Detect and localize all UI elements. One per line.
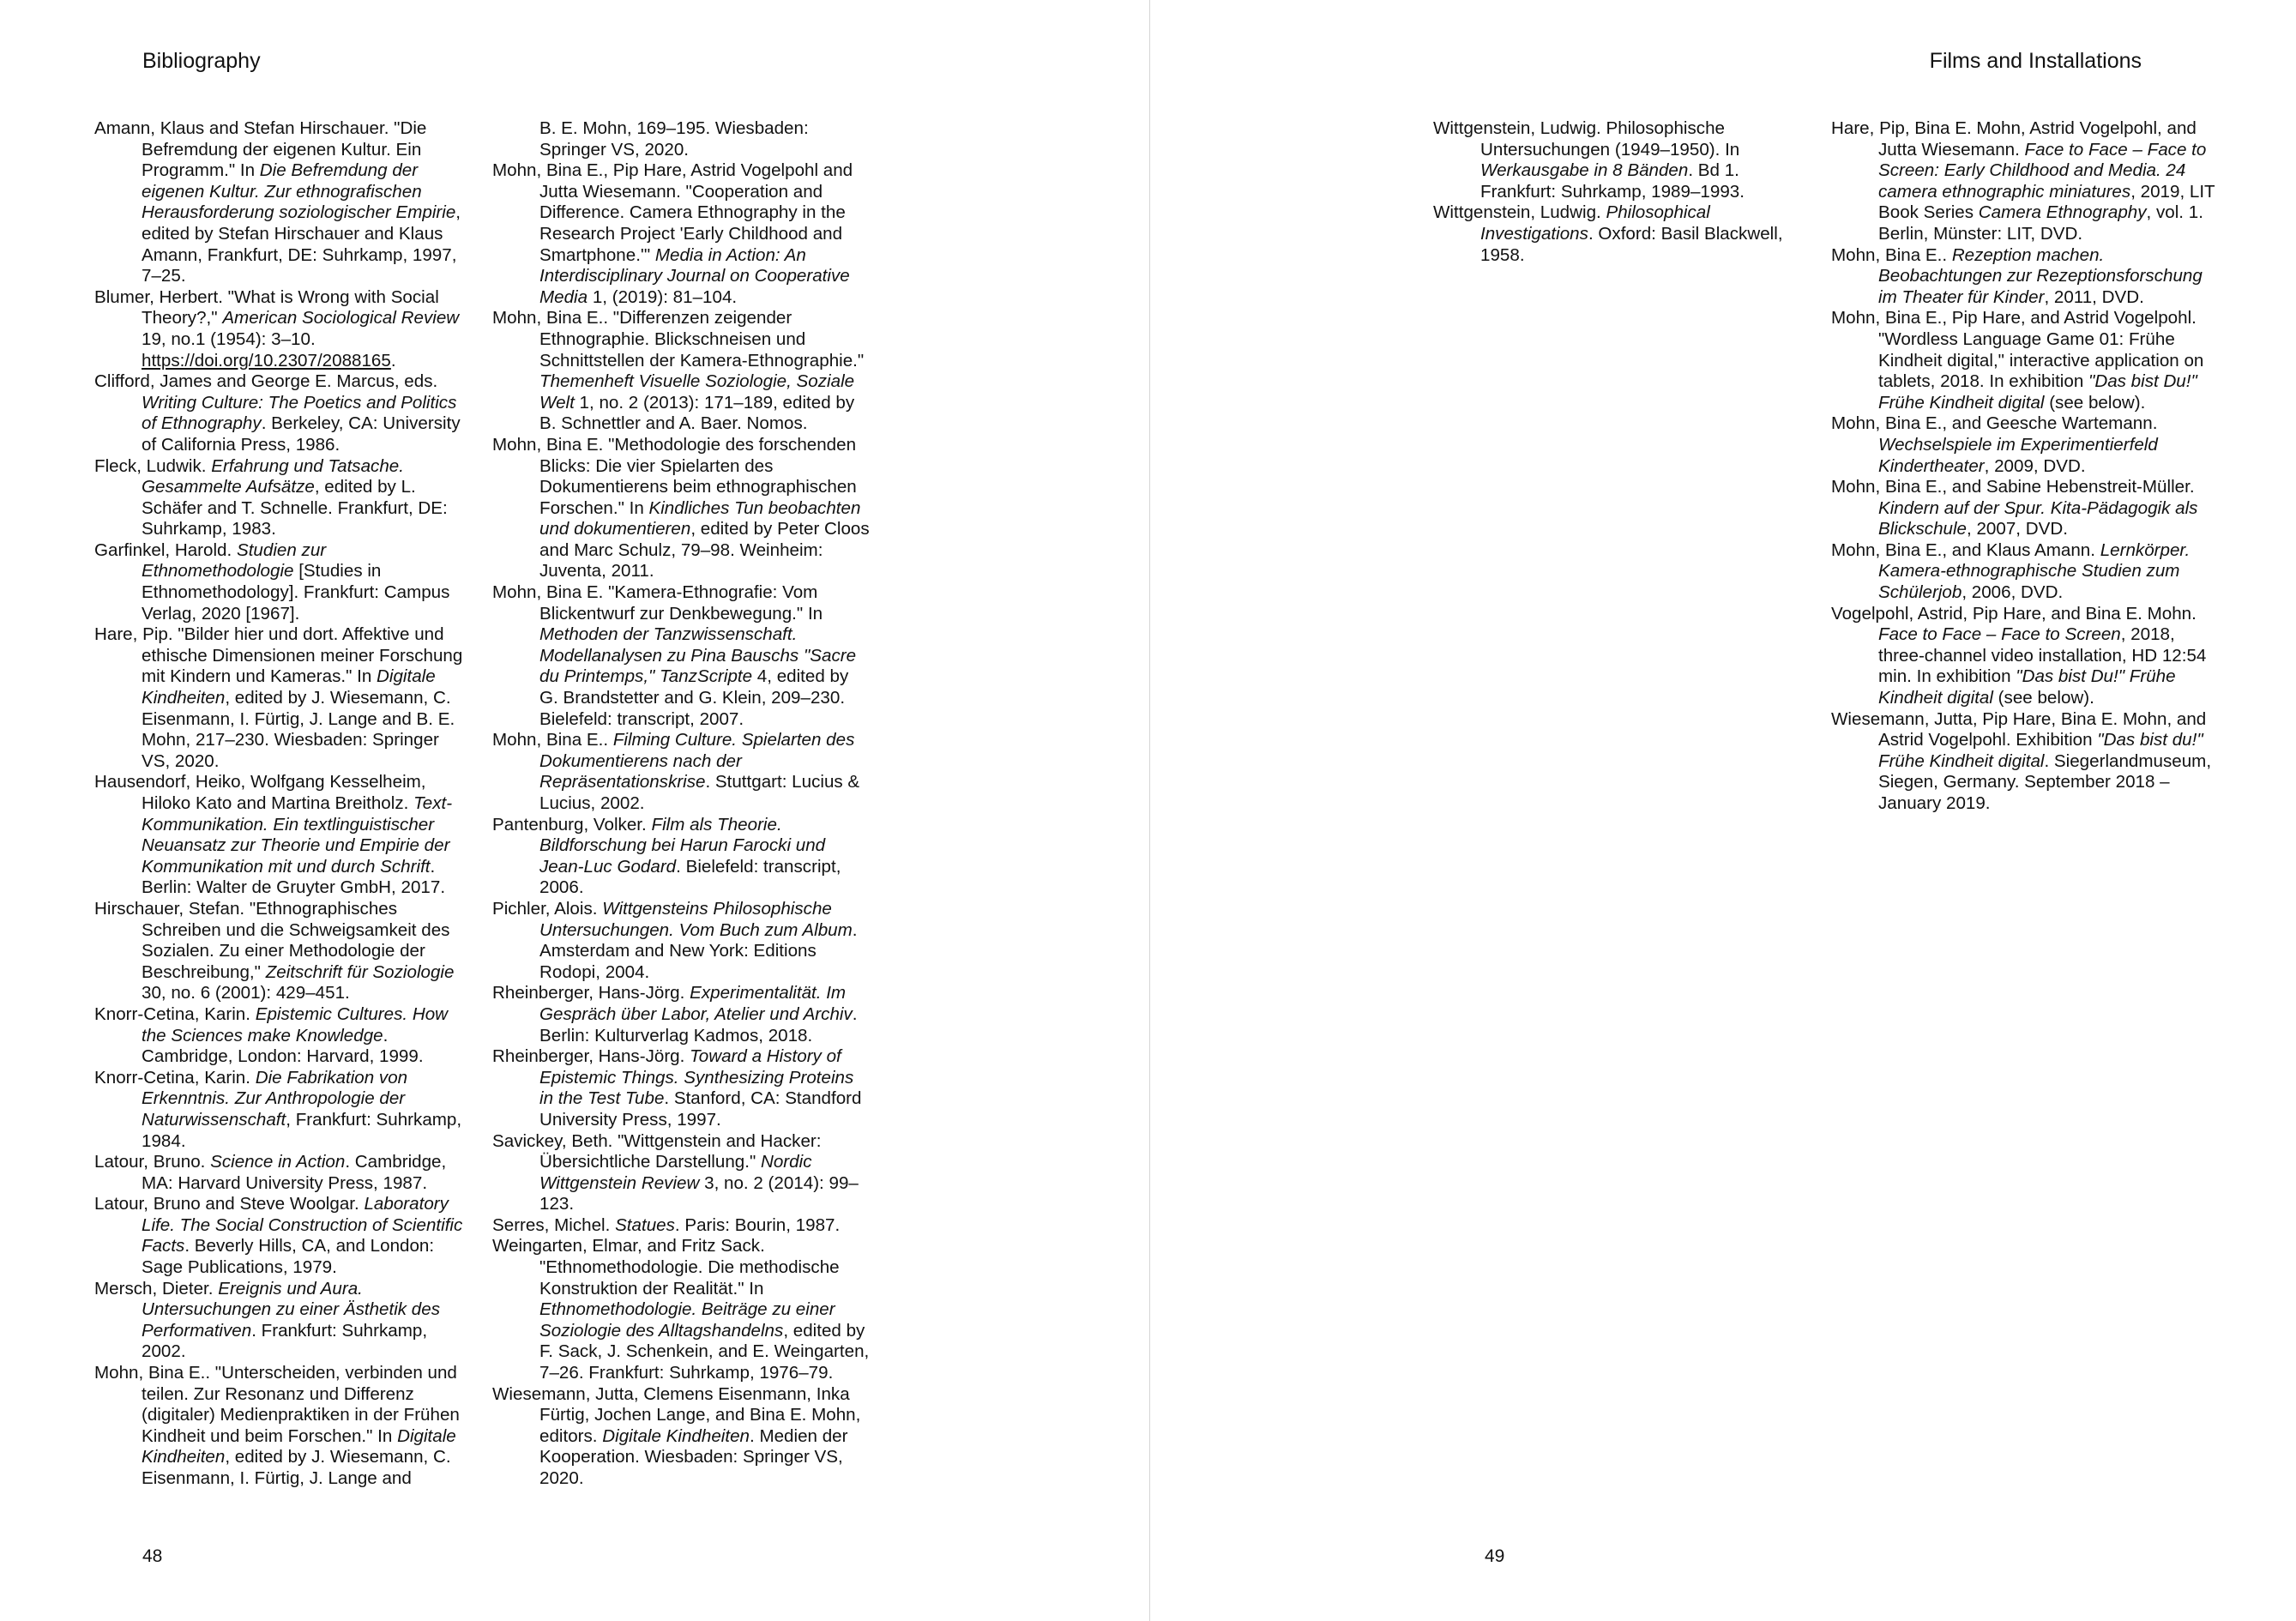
reference-entry xyxy=(492,1215,870,1237)
reference-entry xyxy=(1831,308,2215,413)
reference-text: Hare, Pip. "Bilder hier und dort. Affektive und ethische Dimensionen meiner Forschung mit Kindern und Kameras." In xyxy=(94,624,463,687)
reference-title: Lernkörper. Kamera-ethnographische Studien zum Schülerjob xyxy=(1878,539,2191,603)
reference-entry xyxy=(1831,245,2215,309)
reference-text: Clifford, James and George E. Marcus, eds. xyxy=(94,371,438,392)
reference-title: Erfahrung und Tatsache. Gesammelte Aufsätze xyxy=(142,455,404,497)
running-head-right: Films and Installations xyxy=(1929,49,2142,73)
reference-entry xyxy=(1831,709,2215,815)
reference-text: Rheinberger, Hans-Jörg. xyxy=(492,983,690,1003)
reference-title: Ereignis und Aura. Untersuchungen zu einer Ästhetik des Performativen xyxy=(142,1278,441,1341)
reference-title: Statues xyxy=(615,1214,675,1235)
reference-title: American Sociological Review xyxy=(222,308,460,328)
reference-text: Mohn, Bina E.. xyxy=(492,730,613,750)
reference-text: Mohn, Bina E., Pip Hare, and Astrid Vogelpohl. "Wordless Language Game 01: Frühe Kindheit digital," interactive application on tablets, 2018. In exhibition xyxy=(1831,308,2204,392)
reference-text: Knorr-Cetina, Karin. xyxy=(94,1003,256,1024)
reference-title: Studien zur Ethnomethodologie xyxy=(142,539,327,582)
reference-text: Hirschauer, Stefan. "Ethnographisches Schreiben und die Schweigsamkeit des Sozialen. Zu einer Methodologie der Beschreibung," xyxy=(94,898,450,982)
reference-entry xyxy=(1831,118,2215,245)
reference-text: 3, no. 2 (2014): 99–123. xyxy=(539,1172,859,1214)
reference-text: Vogelpohl, Astrid, Pip Hare, and Bina E. Mohn. xyxy=(1831,603,2197,624)
running-head-left: Bibliography xyxy=(142,49,261,73)
reference-text: . Stuttgart: Lucius & Lucius, 2002. xyxy=(539,772,860,813)
reference-entry xyxy=(94,1004,468,1068)
reference-text: . xyxy=(390,350,396,371)
reference-title: Philosophical Investigations xyxy=(1480,202,1710,244)
reference-entry xyxy=(492,435,870,582)
reference-text: . Bielefeld: transcript, 2006. xyxy=(539,856,841,898)
reference-text: (see below). xyxy=(1992,688,2094,708)
reference-text: Blumer, Herbert. "What is Wrong with Social Theory?," xyxy=(94,286,439,328)
reference-entry xyxy=(94,456,468,540)
reference-entry xyxy=(492,160,870,308)
reference-text: [Studies in Ethnomethodology]. Frankfurt: Campus Verlag, 2020 [1967]. xyxy=(142,561,450,624)
reference-entry xyxy=(492,1131,870,1215)
reference-text: . Siegerlandmuseum, Siegen, Germany. September 2018 – January 2019. xyxy=(1878,750,2212,813)
reference-text: . Cambridge, MA: Harvard University Press, 1987. xyxy=(142,1152,447,1193)
reference-entry xyxy=(492,308,870,435)
reference-text: Rheinberger, Hans-Jörg. xyxy=(492,1046,690,1067)
reference-text: . Amsterdam and New York: Editions Rodopi, 2004. xyxy=(539,919,858,982)
reference-entry xyxy=(492,899,870,983)
reference-text: . Bd 1. Frankfurt: Suhrkamp, 1989–1993. xyxy=(1480,160,1745,202)
reference-title: "Das bist Du!" Frühe Kindheit digital xyxy=(1878,666,2176,708)
reference-text: 1, (2019): 81–104. xyxy=(588,286,738,307)
reference-entry xyxy=(1831,477,2215,540)
reference-entry xyxy=(94,1194,468,1278)
reference-title: Digitale Kindheiten xyxy=(602,1425,750,1446)
reference-entry xyxy=(94,287,468,371)
reference-title: Epistemic Cultures. How the Sciences make Knowledge xyxy=(142,1003,449,1046)
reference-entry xyxy=(492,983,870,1046)
reference-text: Mohn, Bina E., Pip Hare, Astrid Vogelpohl and Jutta Wiesemann. "Cooperation and Difference. Camera Ethnography in the Research Project 'Early Childhood and Smartphone.'" xyxy=(492,160,853,265)
reference-text: Mohn, Bina E. "Methodologie des forschenden Blicks: Die vier Spielarten des Dokumentierens beim ethnographischen Forschen." In xyxy=(492,434,857,518)
reference-text: . Berkeley, CA: University of California Press, 1986. xyxy=(142,413,461,455)
reference-text: Latour, Bruno and Steve Woolgar. xyxy=(94,1194,365,1214)
reference-title: Experimentalität. Im Gespräch über Labor, Atelier und Archiv xyxy=(539,983,853,1024)
reference-entry xyxy=(94,1363,468,1490)
reference-text: , Frankfurt: Suhrkamp, 1984. xyxy=(142,1109,462,1151)
reference-entry xyxy=(1831,604,2215,709)
reference-text: Pichler, Alois. xyxy=(492,898,603,919)
reference-text: Weingarten, Elmar, and Fritz Sack. "Ethnomethodologie. Die methodische Konstruktion der Realität." In xyxy=(492,1236,840,1299)
reference-text: , edited by Peter Cloos and Marc Schulz, 79–98. Weinheim: Juventa, 2011. xyxy=(539,519,870,582)
reference-title: Face to Face – Face to Screen: Early Childhood and Media. 24 camera ethnographic miniatures xyxy=(1878,139,2207,202)
reference-entry xyxy=(1433,118,1804,202)
reference-text: . Oxford: Basil Blackwell, 1958. xyxy=(1480,223,1783,265)
reference-title: Wechselspiele im Experimentierfeld Kindertheater xyxy=(1878,434,2158,476)
reference-text: . Berlin: Kulturverlag Kadmos, 2018. xyxy=(539,1003,858,1046)
doi-link[interactable]: https://doi.org/10.2307/2088165 xyxy=(142,350,391,371)
reference-text: Mohn, Bina E.. "Unterscheiden, verbinden und teilen. Zur Resonanz und Differenz (digitaler) Medienpraktiken in der Frühen Kindheit und beim Forschen." In xyxy=(94,1363,460,1446)
reference-text: , 2019, LIT Book Series xyxy=(1878,181,2215,223)
reference-title: "Das bist du!" Frühe Kindheit digital xyxy=(1878,730,2203,771)
reference-title: Laboratory Life. The Social Construction of Scientific Facts xyxy=(142,1194,463,1256)
reference-title: Die Befremdung der eigenen Kultur. Zur ethnografischen Herausforderung soziologischer Empirie xyxy=(142,160,456,223)
reference-entry xyxy=(94,899,468,1004)
reference-text: Mohn, Bina E.. xyxy=(1831,244,1952,265)
reference-text: , edited by Stefan Hirschauer and Klaus Amann, Frankfurt, DE: Suhrkamp, 1997, 7–25. xyxy=(142,202,461,286)
reference-text: Mohn, Bina E., and Geesche Wartemann. xyxy=(1831,413,2158,434)
reference-text: Serres, Michel. xyxy=(492,1214,616,1235)
reference-entry xyxy=(94,118,468,287)
reference-title: Camera Ethnography xyxy=(1978,202,2147,223)
reference-text: B. E. Mohn, 169–195. Wiesbaden: Springer VS, 2020. xyxy=(539,118,809,160)
reference-text: Hausendorf, Heiko, Wolfgang Kesselheim, Hiloko Kato and Martina Breitholz. xyxy=(94,772,426,813)
reference-title: Methoden der Tanzwissenschaft. Modellanalysen zu Pina Bauschs "Sacre du Printemps," TanzScripte xyxy=(539,624,857,687)
reference-text: 1, no. 2 (2013): 171–189, edited by B. Schnettler and A. Baer. Nomos. xyxy=(539,392,855,434)
reference-title: "Das bist Du!" Frühe Kindheit digital xyxy=(1878,371,2197,413)
reference-title: Zeitschrift für Soziologie xyxy=(265,961,455,982)
reference-entry xyxy=(94,1068,468,1152)
reference-title: Film als Theorie. Bildforschung bei Harun Farocki und Jean-Luc Godard xyxy=(539,814,826,877)
reference-title: Face to Face – Face to Screen xyxy=(1878,624,2121,645)
reference-title: Media in Action: An Interdisciplinary Journal on Cooperative Media xyxy=(539,244,850,307)
reference-text: , edited by J. Wiesemann, C. Eisenmann, I. Fürtig, J. Lange and xyxy=(142,1447,451,1488)
reference-text: Savickey, Beth. "Wittgenstein and Hacker: Übersichtliche Darstellung." xyxy=(492,1130,822,1172)
reference-title: Writing Culture: The Poetics and Politics of Ethnography xyxy=(142,392,457,434)
reference-text: . Medien der Kooperation. Wiesbaden: Springer VS, 2020. xyxy=(539,1425,848,1488)
reference-text: . Paris: Bourin, 1987. xyxy=(674,1214,841,1235)
reference-title: Digitale Kindheiten xyxy=(142,666,436,708)
reference-entry xyxy=(492,582,870,730)
reference-entry xyxy=(94,772,468,899)
reference-title: Ethnomethodologie. Beiträge zu einer Soziologie des Alltagshandelns xyxy=(539,1299,835,1341)
reference-text: . Frankfurt: Suhrkamp, 2002. xyxy=(142,1320,428,1362)
reference-text: . Stanford, CA: Standford University Press, 1997. xyxy=(539,1088,862,1130)
reference-text: 30, no. 6 (2001): 429–451. xyxy=(142,983,350,1003)
reference-text: Wittgenstein, Ludwig. Philosophische Untersuchungen (1949–1950). In xyxy=(1433,118,1740,160)
reference-entry xyxy=(492,1046,870,1130)
reference-text: 4, edited by G. Brandstetter and G. Klein, 209–230. Bielefeld: transcript, 2007. xyxy=(539,666,849,729)
reference-title: Text-Kommunikation. Ein textlinguistischer Neuansatz zur Theorie und Empirie der Kommunikation mit und durch Schrift xyxy=(142,793,453,877)
reference-title: Kindern auf der Spur. Kita-Pädagogik als Blickschule xyxy=(1878,497,2198,539)
reference-text: Fleck, Ludwik. xyxy=(94,455,212,476)
reference-text: (see below). xyxy=(2044,392,2146,413)
reference-title: Science in Action xyxy=(210,1152,346,1172)
reference-text: Mohn, Bina E., and Sabine Hebenstreit-Müller. xyxy=(1831,477,2195,497)
reference-title: Rezeption machen. Beobachtungen zur Rezeptionsforschung im Theater für Kinder xyxy=(1878,244,2203,307)
reference-text: , 2009, DVD. xyxy=(1984,455,2086,476)
reference-entry xyxy=(94,371,468,455)
reference-text: Mohn, Bina E., and Klaus Amann. xyxy=(1831,539,2100,560)
reference-text: Mohn, Bina E. "Kamera-Ethnografie: Vom Blickentwurf zur Denkbewegung." In xyxy=(492,582,823,624)
reference-text: Pantenburg, Volker. xyxy=(492,814,652,835)
reference-text: , edited by L. Schäfer and T. Schnelle. Frankfurt, DE: Suhrkamp, 1983. xyxy=(142,477,448,539)
reference-entry xyxy=(492,730,870,814)
reference-text: Wiesemann, Jutta, Clemens Eisenmann, Inka Fürtig, Jochen Lange, and Bina E. Mohn, editors. xyxy=(492,1383,861,1446)
reference-text: . Beverly Hills, CA, and London: Sage Publications, 1979. xyxy=(142,1236,435,1278)
right-page xyxy=(1150,0,2296,1621)
reference-title: Filming Culture. Spielarten des Dokumentierens nach der Repräsentationskrise xyxy=(539,730,855,792)
reference-text: , 2006, DVD. xyxy=(1962,582,2064,603)
reference-title: Nordic Wittgenstein Review xyxy=(539,1152,812,1193)
reference-text: . Berlin: Walter de Gruyter GmbH, 2017. xyxy=(142,856,446,898)
reference-text: Knorr-Cetina, Karin. xyxy=(94,1067,256,1088)
reference-text: Hare, Pip, Bina E. Mohn, Astrid Vogelpohl, and Jutta Wiesemann. xyxy=(1831,118,2197,160)
reference-text: Garfinkel, Harold. xyxy=(94,539,237,560)
reference-text: Latour, Bruno. xyxy=(94,1152,211,1172)
bibliography-column xyxy=(492,118,870,1490)
reference-entry xyxy=(94,540,468,624)
reference-text: Wiesemann, Jutta, Pip Hare, Bina E. Mohn, and Astrid Vogelpohl. Exhibition xyxy=(1831,708,2207,750)
bibliography-column xyxy=(1433,118,1804,266)
reference-text: Mohn, Bina E.. "Differenzen zeigender Ethnographie. Blickschneisen und Schnittstellen der Kamera-Ethnographie." xyxy=(492,308,865,371)
reference-entry xyxy=(94,1279,468,1363)
reference-entry xyxy=(492,1236,870,1383)
reference-text: , vol. 1. Berlin, Münster: LIT, DVD. xyxy=(1878,202,2203,244)
reference-text: , 2007, DVD. xyxy=(1967,519,2068,539)
reference-entry-continued xyxy=(492,118,870,160)
reference-entry xyxy=(94,1152,468,1194)
films-installations-column xyxy=(1831,118,2215,815)
reference-text: Mersch, Dieter. xyxy=(94,1278,219,1299)
reference-title: Themenheft Visuelle Soziologie, Soziale Welt xyxy=(539,371,855,413)
reference-text: , 2018, three-channel video installation, HD 12:54 min. In exhibition xyxy=(1878,624,2207,687)
reference-text: , edited by J. Wiesemann, C. Eisenmann, I. Fürtig, J. Lange and B. E. Mohn, 217–230. Wiesbaden: Springer VS, 2020. xyxy=(142,688,455,771)
bibliography-column xyxy=(94,118,468,1490)
reference-title: Die Fabrikation von Erkenntnis. Zur Anthropologie der Naturwissenschaft xyxy=(142,1067,408,1130)
reference-text: 19, no.1 (1954): 3–10. xyxy=(142,328,316,349)
reference-title: Kindliches Tun beobachten und dokumentieren xyxy=(539,497,861,539)
page-number-left: 48 xyxy=(142,1546,163,1566)
reference-title: Wittgensteins Philosophische Untersuchungen. Vom Buch zum Album xyxy=(539,898,853,940)
reference-title: Werkausgabe in 8 Bänden xyxy=(1480,160,1689,181)
reference-title: Toward a History of Epistemic Things. Synthesizing Proteins in the Test Tube xyxy=(539,1046,854,1109)
reference-entry xyxy=(1831,540,2215,604)
page-number-right: 49 xyxy=(1485,1546,1505,1566)
reference-entry xyxy=(94,624,468,772)
reference-text: Amann, Klaus and Stefan Hirschauer. "Die Befremdung der eigenen Kultur. Ein Programm." In xyxy=(94,118,427,181)
reference-title: Digitale Kindheiten xyxy=(142,1425,456,1467)
reference-entry xyxy=(492,1384,870,1490)
reference-text: . Cambridge, London: Harvard, 1999. xyxy=(142,1025,424,1067)
reference-entry xyxy=(492,815,870,899)
reference-text: Wittgenstein, Ludwig. xyxy=(1433,202,1606,223)
reference-text: , edited by F. Sack, J. Schenkein, and E. Weingarten, 7–26. Frankfurt: Suhrkamp, 1976–79. xyxy=(539,1320,870,1383)
reference-text: , 2011, DVD. xyxy=(2044,286,2144,307)
reference-entry xyxy=(1433,202,1804,266)
reference-entry xyxy=(1831,413,2215,477)
